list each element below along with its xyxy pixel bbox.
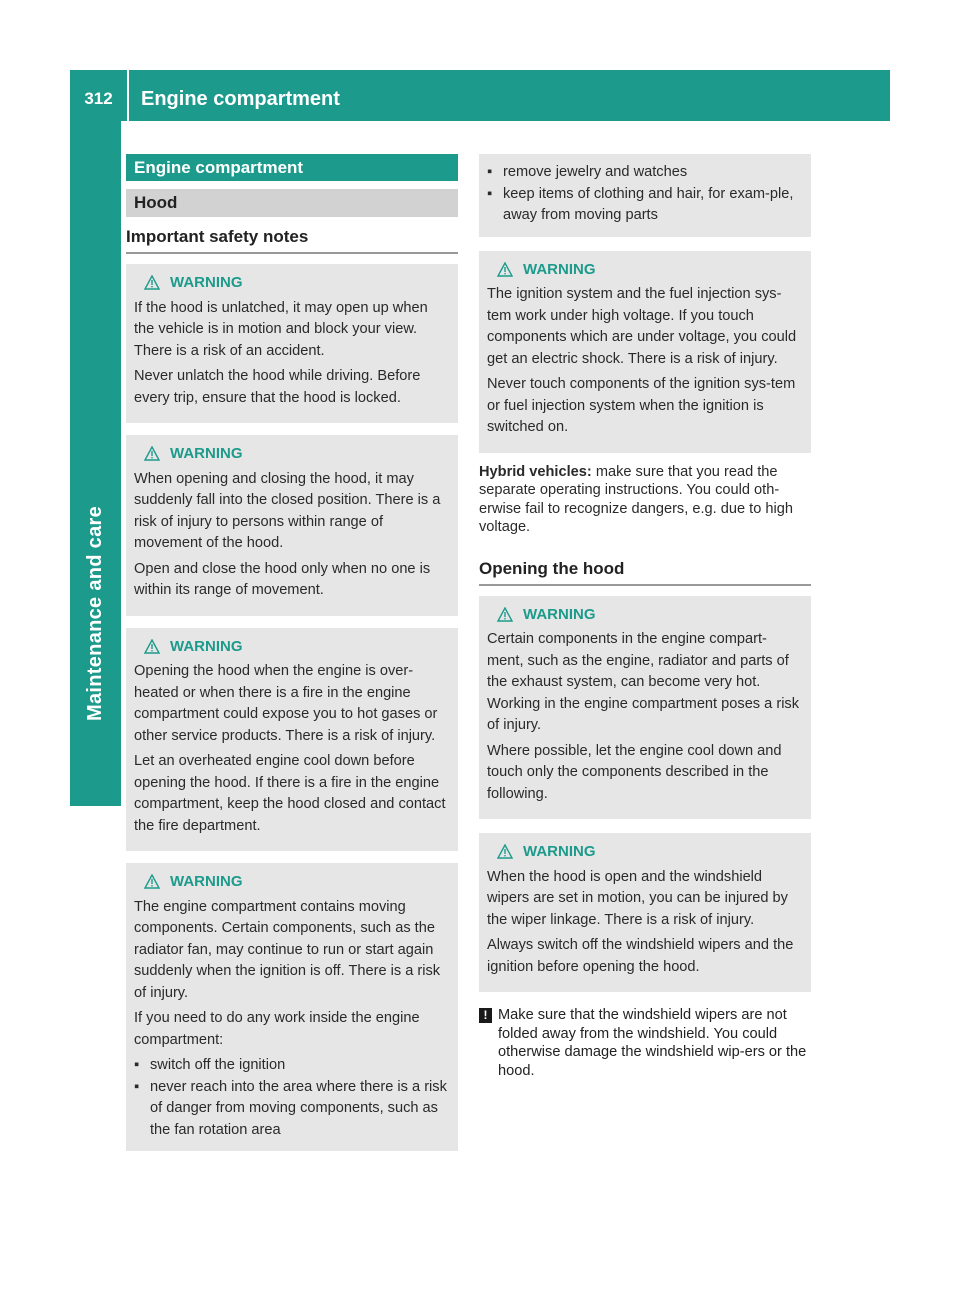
warning-text: Certain components in the engine compart-ment, such as the engine, radiator and parts of the exhaust system, can become very hot. Working in the engine compartment poses a risk of injury.: [487, 631, 800, 733]
warning-box: [126, 435, 458, 616]
warning-text: When opening and closing the hood, it may suddenly fall into the closed position. There is a risk of injury to persons within range of movement of the hood.: [134, 470, 441, 551]
left-column: [126, 154, 458, 1151]
warning-text: Where possible, let the engine cool down and touch only the components described in the following.: [487, 742, 782, 802]
warning-box: [479, 833, 811, 992]
warning-text: If you need to do any work inside the engine compartment:: [134, 1010, 420, 1048]
warning-text: Always switch off the windshield wipers and the ignition before opening the hood.: [487, 937, 794, 975]
warning-title: WARNING: [487, 841, 803, 863]
warning-text: The engine compartment contains moving components. Certain components, such as the radiator fan, may continue to run or start again suddenly when the ignition is off. There is a risk of injury.: [134, 898, 441, 1001]
warning-title: WARNING: [134, 871, 450, 893]
warning-box-continued: [479, 154, 811, 237]
warning-text: If the hood is unlatched, it may open up when the vehicle is in motion and block your view. There is a risk of an accident.: [134, 299, 428, 359]
warning-title: WARNING: [134, 636, 450, 658]
hybrid-label: Hybrid vehicles:: [479, 463, 592, 480]
warning-triangle-icon: [497, 262, 513, 277]
bullet-icon: ▪: [487, 164, 493, 180]
page-header: [70, 70, 890, 121]
warning-triangle-icon: [144, 639, 160, 654]
caution-text: Make sure that the windshield wipers are not folded away from the windshield. You could otherwise damage the windshield wip-ers or the hood.: [498, 1007, 807, 1079]
right-column: [479, 154, 811, 1080]
bullet-icon: ▪: [487, 185, 493, 202]
list-item: ▪ switch off the ignition: [134, 1055, 450, 1077]
warning-title: WARNING: [487, 604, 803, 626]
warning-text: Never touch components of the ignition sys-tem or fuel injection system when the ignition is switched on.: [487, 376, 796, 435]
list-item: ▪ never reach into the area where there is a risk of danger from moving components, such as the fan rotation area: [134, 1077, 450, 1142]
section-title: Engine compartment: [126, 154, 458, 181]
list-item: ▪ keep items of clothing and hair, for exam-ple, away from moving parts: [487, 184, 803, 227]
warning-triangle-icon: [144, 446, 160, 461]
warning-title: WARNING: [134, 443, 450, 465]
list-item: ▪ remove jewelry and watches: [487, 162, 803, 184]
warning-triangle-icon: [497, 607, 513, 622]
bullet-icon: ▪: [134, 1078, 140, 1095]
bullet-icon: ▪: [134, 1057, 140, 1073]
warning-triangle-icon: [144, 275, 160, 290]
warning-box: [126, 264, 458, 423]
warning-title: WARNING: [134, 272, 450, 294]
caution-note: [479, 1006, 811, 1080]
page-number: 312: [70, 70, 129, 121]
warning-triangle-icon: [144, 874, 160, 889]
warning-box: [126, 863, 458, 1151]
header-title: Engine compartment: [141, 88, 340, 110]
warning-text: Opening the hood when the engine is over-heated or when there is a fire in the engine compartment could expose you to hot gases or other service products. There is a risk of injury.: [134, 663, 438, 744]
exclamation-icon: !: [479, 1008, 492, 1023]
warning-box: [479, 251, 811, 453]
hybrid-text: make sure that you read the separate operating instructions. You could oth-erwise fail to recognize dangers, e.g. due to high voltage.: [479, 463, 793, 535]
warning-triangle-icon: [497, 844, 513, 859]
warning-box: [479, 596, 811, 820]
side-tab-label: Maintenance and care: [84, 506, 106, 721]
side-tab-label-wrap: [70, 121, 121, 806]
warning-title: WARNING: [487, 259, 803, 281]
subsection-title: Hood: [126, 189, 458, 217]
heading-safety-notes: Important safety notes: [126, 227, 458, 254]
hybrid-note: [479, 463, 811, 537]
warning-text: Open and close the hood only when no one is within its range of movement.: [134, 560, 431, 598]
heading-opening-hood: Opening the hood: [479, 559, 811, 586]
warning-text: The ignition system and the fuel injection sys-tem work under high voltage. If you touch components which are under voltage, you could get an electric shock. There is a risk of injury.: [487, 286, 797, 367]
warning-text: Let an overheated engine cool down before opening the hood. If there is a fire in the engine compartment, keep the hood closed and contact the fire department.: [134, 753, 446, 834]
warning-box: [126, 628, 458, 852]
warning-text: When the hood is open and the windshield wipers are set in motion, you can be injured by the wiper linkage. There is a risk of injury.: [487, 868, 788, 928]
warning-text: Never unlatch the hood while driving. Before every trip, ensure that the hood is locked.: [134, 368, 421, 406]
